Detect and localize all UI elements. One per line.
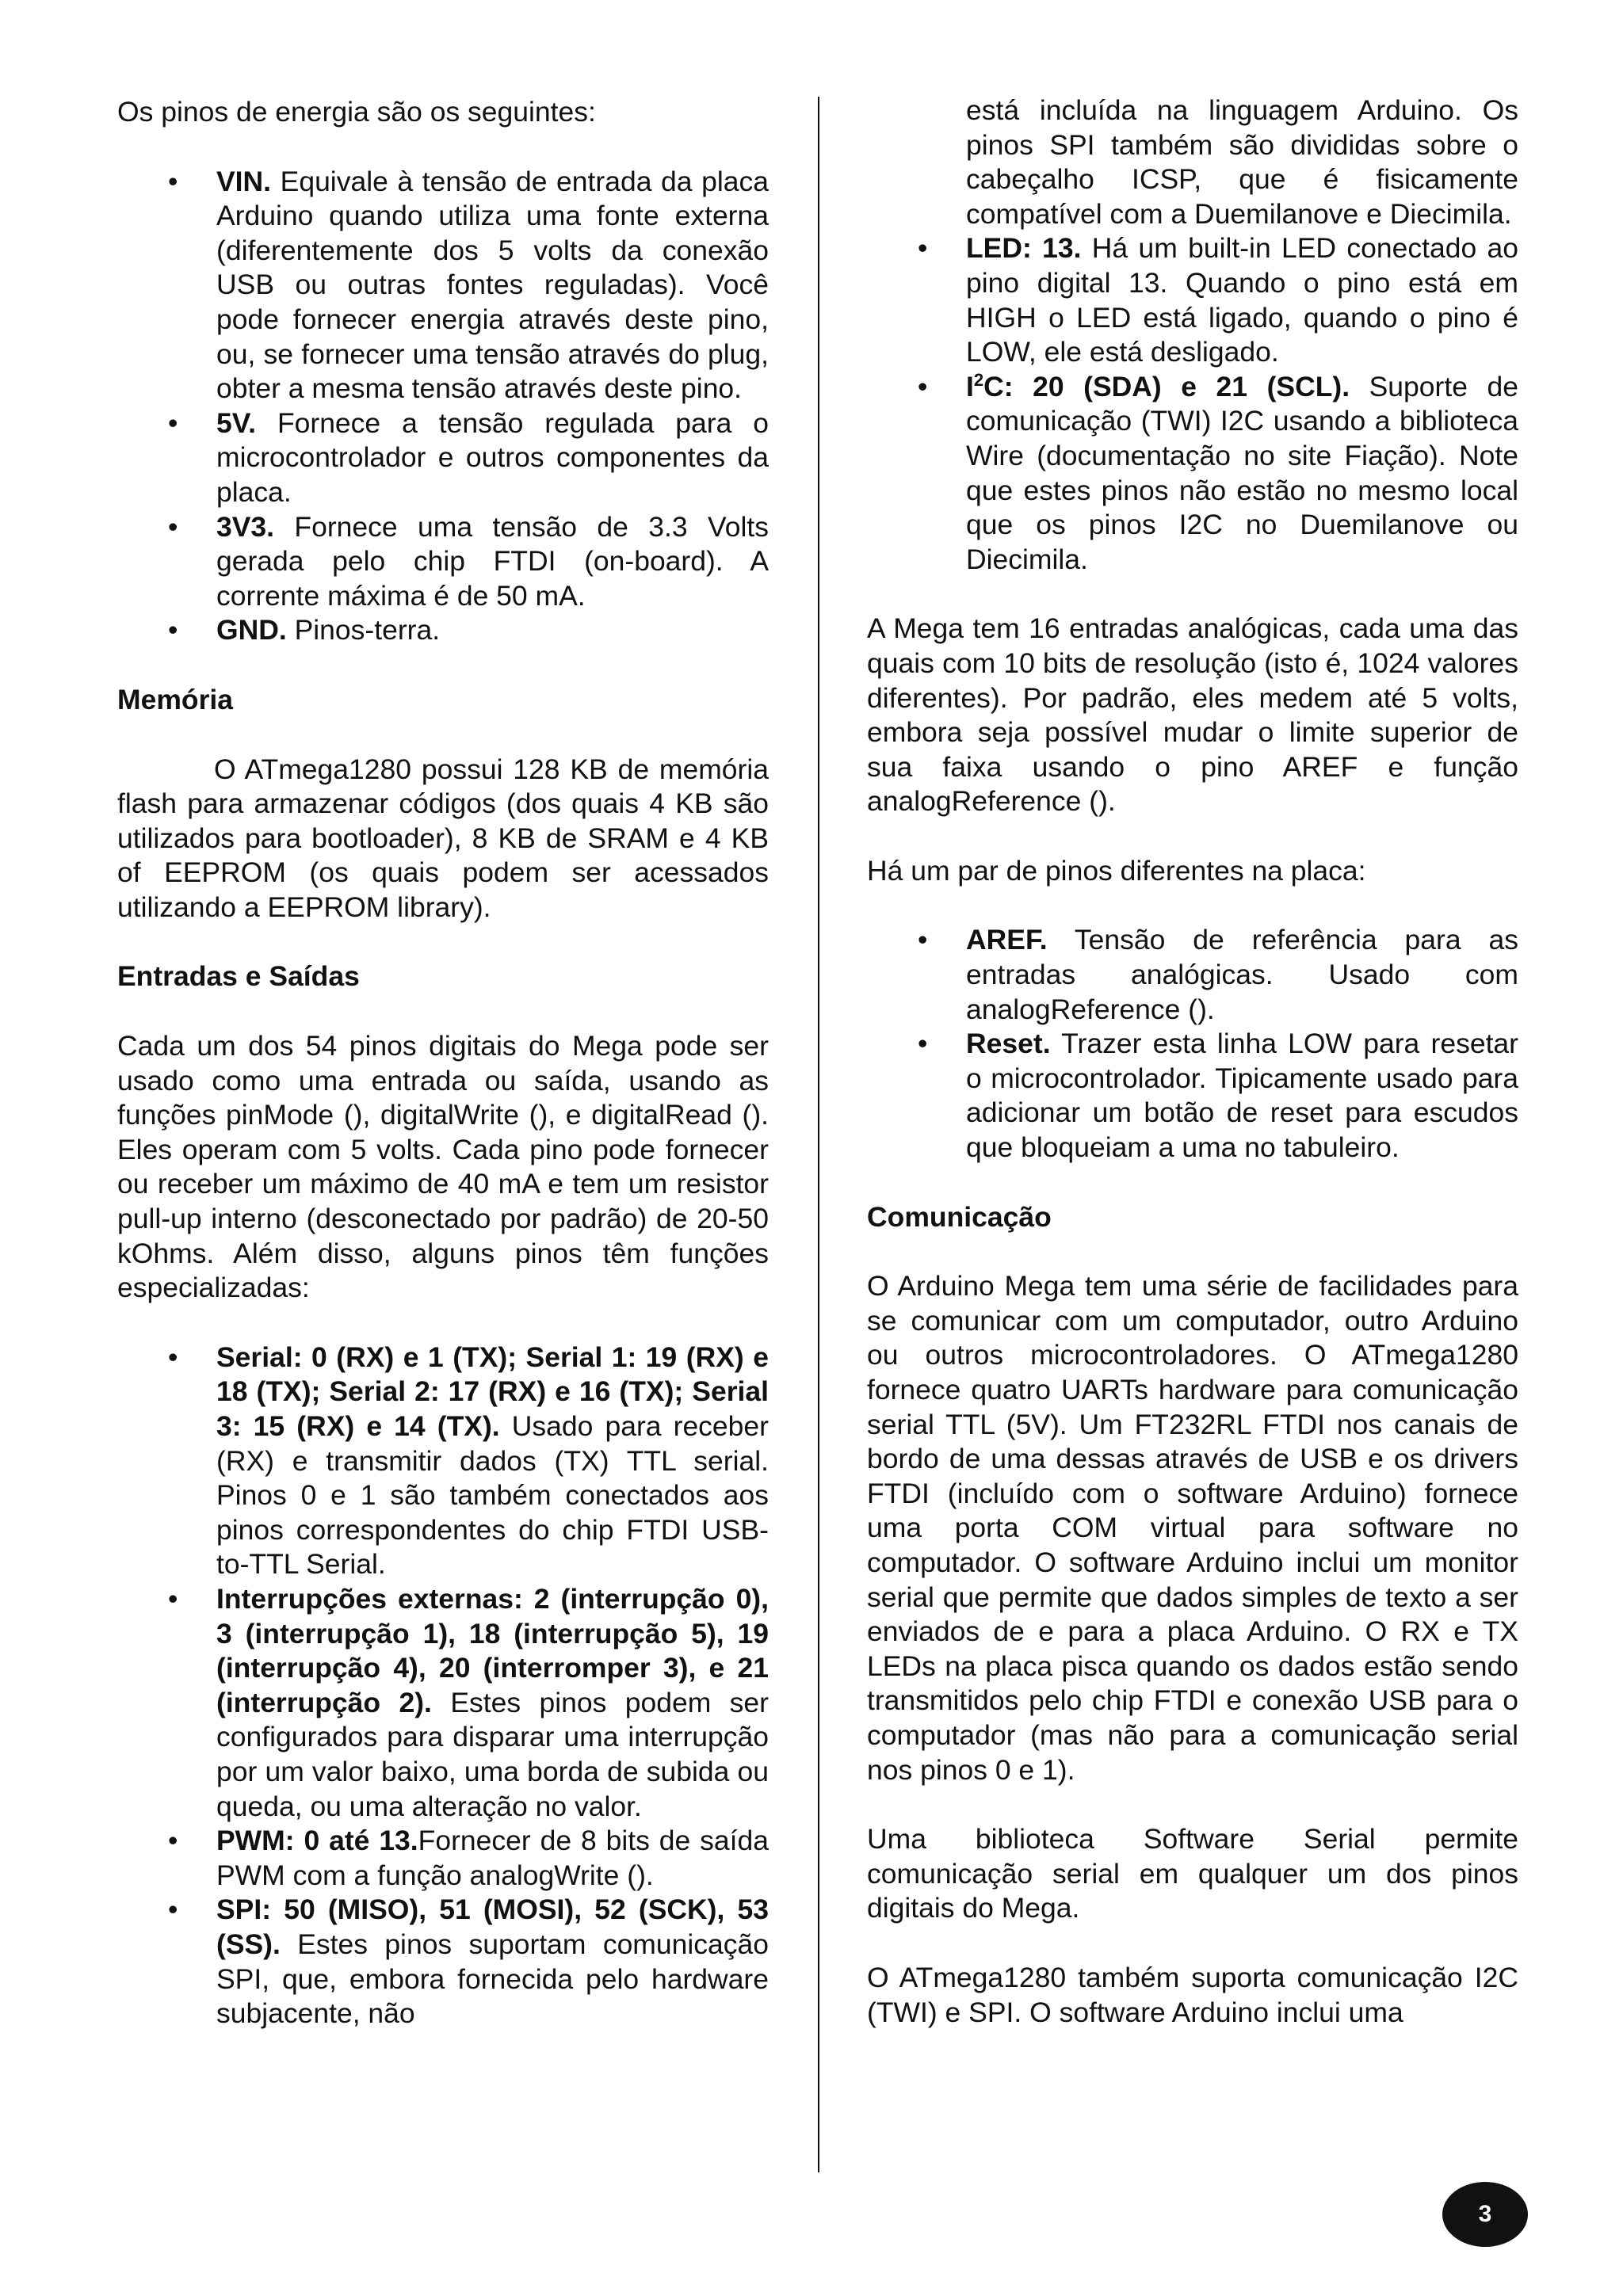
item-term: Interrupções externas: 2 (interrupção 0), 3 (interrupção 1), 18 (interrupção 5), 19 (interrupção 4), 20 (interromper 3), e 21 (interrupção 2). xyxy=(216,1582,769,1718)
item-term: LED: 13. xyxy=(966,232,1082,265)
item-term: AREF. xyxy=(966,924,1048,956)
comm-paragraph: O Arduino Mega tem uma série de facilidades para se comunicar com um computador, outro Arduino ou outros microcontroladores. O ATmega1280 fornece quatro UARTs hardware para comunicação serial TTL (5V). Um FT232RL FTDI nos canais de bordo de uma dessas através de USB e os drivers FTDI (incluído com o software Arduino) fornece uma porta COM virtual para software no computador. O software Arduino inclui um monitor serial que permite que dados simples de texto a ser enviados de e para a placa Arduino. O RX e TX LEDs na placa pisca quando os dados estão sendo transmitidos pelo chip FTDI e conexão USB para o computador (mas não para a comunicação serial nos pinos 0 e 1). xyxy=(867,1270,1518,1786)
i2c-term-rest: C: 20 (SDA) e 21 (SCL). xyxy=(983,370,1350,402)
item-term: PWM: 0 até 13. xyxy=(216,1825,418,1857)
item-term: VIN. xyxy=(216,165,272,197)
list-item xyxy=(117,510,769,614)
list-item xyxy=(117,1824,769,1893)
page-number: 3 xyxy=(1478,2201,1492,2227)
i2c-spi-paragraph: O ATmega1280 também suporta comunicação I2C (TWI) e SPI. O software Arduino inclui uma xyxy=(867,1961,1518,2028)
list-item xyxy=(117,1341,769,1582)
i2c-letter: I xyxy=(966,370,974,402)
power-intro: Os pinos de energia são os seguintes: xyxy=(117,96,596,128)
item-text: Suporte de comunicação (TWI) I2C usando a biblioteca Wire (documentação no site Fiação). Note que estes pinos não estão no mesmo local que os pinos I2C no Duemilanove ou Diecimila. xyxy=(966,370,1518,575)
item-text: Estes pinos suportam comunicação SPI, que, embora fornecida pelo hardware subjacente, não xyxy=(216,1928,769,2030)
analog-paragraph: A Mega tem 16 entradas analógicas, cada uma das quais com 10 bits de resolução (isto é, 1024 valores diferentes). Por padrão, eles medem até 5 volts, embora seja possível mudar o limite superior de sua faixa usando o pino AREF e função analogReference (). xyxy=(867,612,1518,818)
item-text: Pinos-terra. xyxy=(286,614,441,646)
memory-heading: Memória xyxy=(117,683,233,715)
item-term: GND. xyxy=(216,614,287,646)
i2c-superscript: 2 xyxy=(973,369,984,390)
right-column xyxy=(867,93,1518,2030)
item-term: 5V. xyxy=(216,406,257,439)
item-text: Estes pinos podem ser configurados para disparar uma interrupção por um valor baixo, uma borda de subida ou queda, ou uma alteração no valor. xyxy=(216,1686,769,1822)
list-item xyxy=(867,370,1518,578)
continuation-text: está incluída na linguagem Arduino. Os pinos SPI também são divididas sobre o cabeçalho ICSP, que é fisicamente compatível com a Duemilanove e Diecimila. xyxy=(966,94,1518,230)
software-serial-paragraph: Uma biblioteca Software Serial permite comunicação serial em qualquer um dos pinos digitais do Mega. xyxy=(867,1823,1518,1924)
power-pin-list xyxy=(117,165,769,648)
list-item xyxy=(117,1582,769,1824)
item-text: Trazer esta linha LOW para resetar o microcontrolador. Tipicamente usado para adicionar um botão de reset para escudos que bloqueiam a uma no tabuleiro. xyxy=(966,1028,1518,1164)
list-item xyxy=(867,231,1518,369)
special-pin-list xyxy=(117,1341,769,2031)
list-item xyxy=(117,613,769,648)
item-term: 3V3. xyxy=(216,510,275,543)
io-heading: Entradas e Saídas xyxy=(117,960,360,993)
list-item xyxy=(117,1893,769,2031)
item-text: Há um built-in LED conectado ao pino digital 13. Quando o pino está em HIGH o LED está ligado, quando o pino é LOW, ele está desligado. xyxy=(966,232,1518,368)
item-term: Serial: 0 (RX) e 1 (TX); Serial 1: 19 (RX) e 18 (TX); Serial 2: 17 (RX) e 16 (TX); Serial 3: 15 (RX) e 14 (TX). xyxy=(216,1341,769,1442)
item-text: Fornece uma tensão de 3.3 Volts gerada pelo chip FTDI (on-board). A corrente máxima é de 50 mA. xyxy=(216,510,769,612)
list-item xyxy=(867,923,1518,1027)
item-text: Fornecer de 8 bits de saída PWM com a função analogWrite (). xyxy=(216,1825,769,1891)
aref-reset-list xyxy=(867,923,1518,1165)
item-term xyxy=(966,371,1350,402)
column-divider xyxy=(818,97,819,2172)
list-item xyxy=(117,406,769,510)
list-item xyxy=(117,165,769,406)
item-term: SPI: 50 (MISO), 51 (MOSI), 52 (SCK), 53 (SS). xyxy=(216,1894,769,1960)
memory-paragraph: O ATmega1280 possui 128 KB de memória flash para armazenar códigos (dos quais 4 KB são utilizados para bootloader), 8 KB de SRAM e 4 KB of EEPROM (os quais podem ser acessados utilizando a EEPROM library). xyxy=(117,753,769,923)
io-paragraph: Cada um dos 54 pinos digitais do Mega pode ser usado como uma entrada ou saída, usando as funções pinMode (), digitalWrite (), e digitalRead (). Eles operam com 5 volts. Cada pino pode fornecer ou receber um máximo de 40 mA e tem um resistor pull-up interno (desconectado por padrão) de 20-50 kOhms. Além disso, alguns pinos têm funções especializadas: xyxy=(117,1030,769,1304)
comm-heading: Comunicação xyxy=(867,1200,1052,1233)
item-text: Fornece a tensão regulada para o microcontrolador e outros componentes da placa. xyxy=(216,406,769,508)
item-text: Equivale à tensão de entrada da placa Arduino quando utiliza uma fonte externa (diferentemente dos 5 volts da conexão USB ou outras fontes reguladas). Você pode fornecer energia através deste pino, ou, se fornecer uma tensão através do plug, obter a mesma tensão através deste pino. xyxy=(216,165,769,405)
right-pin-list xyxy=(867,93,1518,577)
left-column xyxy=(117,95,769,2031)
page-number-badge xyxy=(1442,2182,1528,2247)
list-item-continuation xyxy=(867,93,1518,231)
item-term: Reset. xyxy=(966,1028,1051,1060)
list-item xyxy=(867,1027,1518,1165)
item-text: Tensão de referência para as entradas analógicas. Usado com analogReference (). xyxy=(966,924,1518,1025)
pair-paragraph: Há um par de pinos diferentes na placa: xyxy=(867,854,1366,887)
item-text: Usado para receber (RX) e transmitir dados (TX) TTL serial. Pinos 0 e 1 são também conectados aos pinos correspondentes do chip FTDI USB-to-TTL Serial. xyxy=(216,1410,769,1581)
